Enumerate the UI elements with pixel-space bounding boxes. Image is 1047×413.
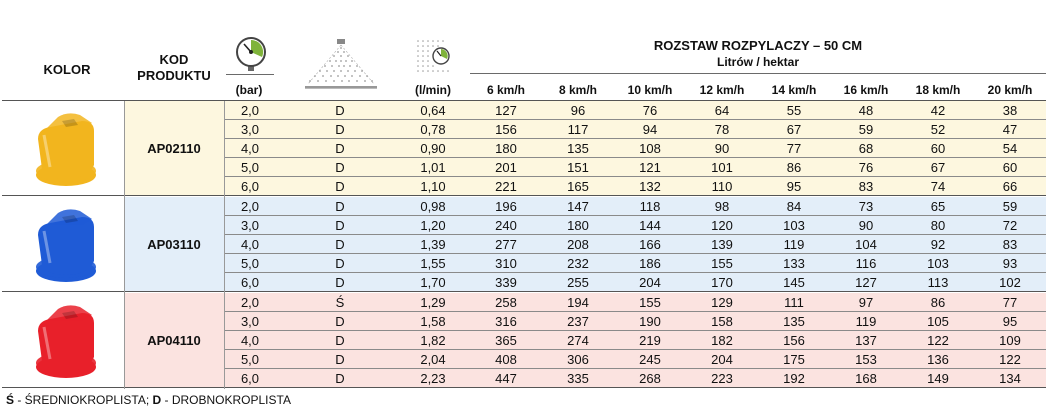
application-rate-cell: 186 <box>639 256 661 271</box>
speed-header: 20 km/h <box>987 83 1033 97</box>
flow-rate-cell: 0,64 <box>420 103 446 118</box>
pressure-cell: 3,0 <box>240 218 260 233</box>
application-rate-cell: 135 <box>783 314 805 329</box>
pressure-cell: 2,0 <box>240 295 260 310</box>
application-rate-cell: 72 <box>1002 218 1018 233</box>
application-rate-cell: 76 <box>858 160 874 175</box>
pressure-cell: 4,0 <box>240 333 260 348</box>
flow-rate-cell: 1,55 <box>420 256 446 271</box>
speed-header: 10 km/h <box>627 83 673 97</box>
application-rate-cell: 102 <box>999 275 1021 290</box>
application-rate-cell: 240 <box>495 218 517 233</box>
application-rate-cell: 139 <box>711 237 733 252</box>
application-rate-cell: 73 <box>858 199 874 214</box>
nozzle-red-image <box>28 301 106 381</box>
droplet-size-cell: D <box>335 333 345 348</box>
pressure-cell: 4,0 <box>240 141 260 156</box>
droplet-size-cell: D <box>335 218 345 233</box>
speed-header: 8 km/h <box>558 83 597 97</box>
application-rate-cell: 97 <box>858 295 874 310</box>
application-rate-cell: 268 <box>639 371 661 386</box>
pressure-cell: 2,0 <box>240 103 260 118</box>
product-code: AP02110 <box>147 140 201 156</box>
droplet-size-cell: D <box>335 122 345 137</box>
application-rate-cell: 119 <box>783 237 805 252</box>
application-rate-cell: 132 <box>639 179 661 194</box>
application-rate-cell: 48 <box>858 103 874 118</box>
flow-unit-label: (l/min) <box>415 83 451 97</box>
application-rate-cell: 52 <box>930 122 946 137</box>
product-code: AP04110 <box>147 332 201 348</box>
application-rate-cell: 158 <box>711 314 733 329</box>
application-rate-cell: 95 <box>1002 314 1018 329</box>
application-rate-cell: 113 <box>927 275 949 290</box>
spray-icon-underline <box>305 88 377 89</box>
application-rate-cell: 133 <box>783 256 805 271</box>
application-rate-cell: 180 <box>567 218 589 233</box>
droplet-size-cell: D <box>335 352 345 367</box>
application-rate-cell: 103 <box>927 256 949 271</box>
application-rate-cell: 137 <box>855 333 877 348</box>
application-rate-cell: 93 <box>1002 256 1018 271</box>
application-rate-cell: 84 <box>786 199 802 214</box>
legend-d-label: - DROBNOKROPLISTA <box>161 393 291 407</box>
application-rate-cell: 201 <box>495 160 517 175</box>
legend-d-key: D <box>152 393 162 407</box>
application-rate-cell: 96 <box>570 103 586 118</box>
application-rate-cell: 147 <box>567 199 589 214</box>
pressure-cell: 6,0 <box>240 275 260 290</box>
application-rate-cell: 155 <box>711 256 733 271</box>
application-rate-cell: 182 <box>711 333 733 348</box>
application-rate-cell: 339 <box>495 275 517 290</box>
application-rate-cell: 118 <box>639 199 661 214</box>
application-rate-cell: 117 <box>567 122 589 137</box>
spacing-underline <box>470 73 1046 74</box>
application-rate-cell: 109 <box>999 333 1021 348</box>
pressure-cell: 3,0 <box>240 122 260 137</box>
application-rate-cell: 60 <box>930 141 946 156</box>
column-divider <box>124 101 125 389</box>
application-rate-cell: 155 <box>639 295 661 310</box>
application-rate-cell: 122 <box>927 333 949 348</box>
application-rate-cell: 86 <box>930 295 946 310</box>
flow-rate-cell: 1,70 <box>420 275 446 290</box>
kod-header-line1: KOD <box>159 52 189 67</box>
application-rate-cell: 64 <box>714 103 730 118</box>
flow-rate-cell: 0,90 <box>420 141 446 156</box>
application-rate-cell: 116 <box>855 256 877 271</box>
application-rate-cell: 219 <box>639 333 661 348</box>
application-rate-cell: 153 <box>855 352 877 367</box>
application-rate-cell: 408 <box>495 352 517 367</box>
application-rate-cell: 166 <box>639 237 661 252</box>
application-rate-cell: 190 <box>639 314 661 329</box>
group-divider <box>2 387 1046 388</box>
spacing-subtitle: Litrów / hektar <box>716 55 799 69</box>
application-rate-cell: 55 <box>786 103 802 118</box>
application-rate-cell: 83 <box>858 179 874 194</box>
legend-s-label: - ŚREDNIOKROPLISTA; <box>14 393 153 407</box>
droplet-size-cell: D <box>335 237 345 252</box>
application-rate-cell: 111 <box>784 295 804 310</box>
application-rate-cell: 192 <box>783 371 805 386</box>
application-rate-cell: 232 <box>567 256 589 271</box>
flow-meter-icon <box>415 38 451 74</box>
droplet-size-cell: D <box>335 199 345 214</box>
application-rate-cell: 258 <box>495 295 517 310</box>
kod-header-line2: PRODUKTU <box>137 68 211 83</box>
application-rate-cell: 110 <box>711 179 733 194</box>
spray-pattern-icon <box>305 38 377 88</box>
application-rate-cell: 134 <box>999 371 1021 386</box>
pressure-cell: 4,0 <box>240 237 260 252</box>
flow-rate-cell: 1,58 <box>420 314 446 329</box>
application-rate-cell: 151 <box>567 160 589 175</box>
application-rate-cell: 127 <box>855 275 877 290</box>
application-rate-cell: 108 <box>639 141 661 156</box>
flow-rate-cell: 0,78 <box>420 122 446 137</box>
pressure-cell: 5,0 <box>240 256 260 271</box>
application-rate-cell: 92 <box>930 237 946 252</box>
application-rate-cell: 204 <box>639 275 661 290</box>
application-rate-cell: 104 <box>855 237 877 252</box>
application-rate-cell: 98 <box>714 199 730 214</box>
application-rate-cell: 67 <box>786 122 802 137</box>
application-rate-cell: 221 <box>495 179 517 194</box>
flow-rate-cell: 1,01 <box>420 160 446 175</box>
application-rate-cell: 316 <box>495 314 517 329</box>
pressure-gauge-icon <box>233 36 269 72</box>
application-rate-cell: 365 <box>495 333 517 348</box>
pressure-icon-underline <box>226 74 274 75</box>
application-rate-cell: 237 <box>567 314 589 329</box>
application-rate-cell: 68 <box>858 141 874 156</box>
application-rate-cell: 95 <box>786 179 802 194</box>
application-rate-cell: 194 <box>567 295 589 310</box>
application-rate-cell: 120 <box>711 218 733 233</box>
application-rate-cell: 119 <box>855 314 877 329</box>
pressure-cell: 2,0 <box>240 199 260 214</box>
application-rate-cell: 306 <box>567 352 589 367</box>
application-rate-cell: 156 <box>495 122 517 137</box>
application-rate-cell: 170 <box>711 275 733 290</box>
application-rate-cell: 66 <box>1002 179 1018 194</box>
application-rate-cell: 78 <box>714 122 730 137</box>
speed-header: 6 km/h <box>486 83 525 97</box>
droplet-size-cell: D <box>335 256 345 271</box>
group-divider <box>2 291 1046 292</box>
application-rate-cell: 60 <box>1002 160 1018 175</box>
group-divider <box>2 195 1046 196</box>
pressure-cell: 5,0 <box>240 352 260 367</box>
droplet-size-cell: D <box>335 275 345 290</box>
application-rate-cell: 122 <box>999 352 1021 367</box>
application-rate-cell: 129 <box>711 295 733 310</box>
application-rate-cell: 94 <box>642 122 658 137</box>
application-rate-cell: 105 <box>927 314 949 329</box>
application-rate-cell: 86 <box>786 160 802 175</box>
application-rate-cell: 38 <box>1002 103 1018 118</box>
droplet-size-cell: D <box>335 141 345 156</box>
flow-rate-cell: 0,98 <box>420 199 446 214</box>
speed-header: 12 km/h <box>699 83 745 97</box>
column-divider <box>224 101 225 389</box>
speed-header: 18 km/h <box>915 83 961 97</box>
flow-rate-cell: 2,23 <box>420 371 446 386</box>
application-rate-cell: 204 <box>711 352 733 367</box>
application-rate-cell: 80 <box>930 218 946 233</box>
pressure-unit-label: (bar) <box>235 83 263 97</box>
application-rate-cell: 310 <box>495 256 517 271</box>
application-rate-cell: 101 <box>711 160 733 175</box>
application-rate-cell: 90 <box>714 141 730 156</box>
legend-s-key: Ś <box>6 393 15 407</box>
application-rate-cell: 136 <box>927 352 949 367</box>
application-rate-cell: 168 <box>855 371 877 386</box>
application-rate-cell: 145 <box>783 275 805 290</box>
pressure-cell: 3,0 <box>240 314 260 329</box>
flow-rate-cell: 1,39 <box>420 237 446 252</box>
application-rate-cell: 42 <box>930 103 946 118</box>
application-rate-cell: 127 <box>495 103 517 118</box>
application-rate-cell: 67 <box>930 160 946 175</box>
application-rate-cell: 277 <box>495 237 517 252</box>
droplet-size-cell: D <box>335 103 345 118</box>
application-rate-cell: 121 <box>639 160 661 175</box>
application-rate-cell: 54 <box>1002 141 1018 156</box>
application-rate-cell: 156 <box>783 333 805 348</box>
flow-rate-cell: 1,20 <box>420 218 446 233</box>
application-rate-cell: 208 <box>567 237 589 252</box>
application-rate-cell: 47 <box>1002 122 1018 137</box>
application-rate-cell: 77 <box>1002 295 1018 310</box>
droplet-size-cell: D <box>335 160 345 175</box>
application-rate-cell: 335 <box>567 371 589 386</box>
pressure-cell: 5,0 <box>240 160 260 175</box>
flow-rate-cell: 2,04 <box>420 352 446 367</box>
application-rate-cell: 59 <box>1002 199 1018 214</box>
droplet-size-cell: D <box>335 371 345 386</box>
application-rate-cell: 77 <box>786 141 802 156</box>
nozzle-blue-image <box>28 205 106 285</box>
droplet-size-cell: Ś <box>335 295 345 310</box>
droplet-size-cell: D <box>335 314 345 329</box>
application-rate-cell: 76 <box>642 103 658 118</box>
flow-rate-cell: 1,82 <box>420 333 446 348</box>
application-rate-cell: 175 <box>783 352 805 367</box>
application-rate-cell: 59 <box>858 122 874 137</box>
flow-rate-cell: 1,29 <box>420 295 446 310</box>
spacing-title: ROZSTAW ROZPYLACZY – 50 CM <box>653 38 863 53</box>
application-rate-cell: 165 <box>567 179 589 194</box>
speed-header: 14 km/h <box>771 83 817 97</box>
droplet-size-cell: D <box>335 179 345 194</box>
product-code: AP03110 <box>147 236 201 252</box>
application-rate-cell: 103 <box>783 218 805 233</box>
application-rate-cell: 144 <box>639 218 661 233</box>
application-rate-cell: 180 <box>495 141 517 156</box>
application-rate-cell: 196 <box>495 199 517 214</box>
kolor-header: KOLOR <box>43 62 91 77</box>
application-rate-cell: 65 <box>930 199 946 214</box>
application-rate-cell: 90 <box>858 218 874 233</box>
application-rate-cell: 223 <box>711 371 733 386</box>
kod-produktu-header <box>124 52 224 84</box>
legend-footer <box>6 393 291 407</box>
application-rate-cell: 83 <box>1002 237 1018 252</box>
application-rate-cell: 135 <box>567 141 589 156</box>
application-rate-cell: 245 <box>639 352 661 367</box>
pressure-cell: 6,0 <box>240 179 260 194</box>
nozzle-yellow-image <box>28 109 106 189</box>
pressure-cell: 6,0 <box>240 371 260 386</box>
application-rate-cell: 447 <box>495 371 517 386</box>
application-rate-cell: 255 <box>567 275 589 290</box>
application-rate-cell: 149 <box>927 371 949 386</box>
speed-header: 16 km/h <box>843 83 889 97</box>
flow-rate-cell: 1,10 <box>420 179 446 194</box>
application-rate-cell: 274 <box>567 333 589 348</box>
application-rate-cell: 74 <box>930 179 946 194</box>
